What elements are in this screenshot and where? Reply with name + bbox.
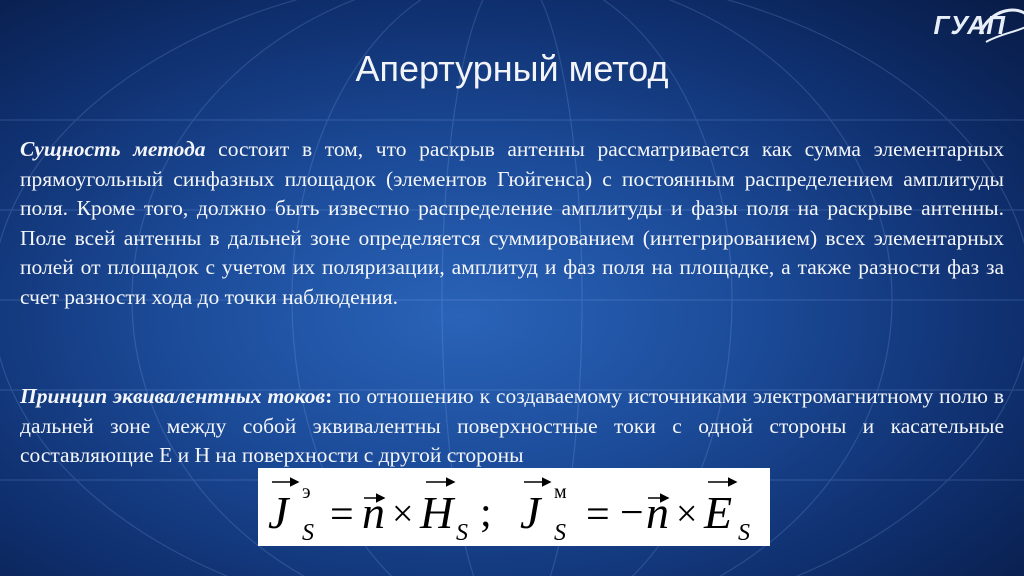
formula-eq1: = [330,492,354,538]
logo-text: ГУАП [933,10,1006,40]
guap-logo [934,10,1006,41]
formula-sub-s3: S [554,520,566,546]
equivalent-currents-colon: : [325,384,333,408]
formula-semicolon: ; [480,490,492,536]
formula-eq2: = [586,492,610,538]
formula-j2: J [520,487,541,538]
formula-n2: n [646,487,669,538]
formula-times1: × [392,493,414,535]
equivalent-currents-paragraph [20,382,1004,471]
formula-h: H [420,487,454,538]
formula-n1: n [362,487,385,538]
formula-sub-s1: S [302,520,314,546]
formula-times2: × [676,493,698,535]
formula-e: E [704,487,733,538]
equivalent-currents-lead: Принцип эквивалентных токов [20,384,326,408]
slide-title: Апертурный метод [355,48,669,89]
formula-sup-e: э [302,481,311,503]
formula-j1: J [268,487,289,538]
method-essence-body: состоит в том, что раскрыв антенны рассматривается как сумма элементарных прямоугольный синфазных площадок (элементов Гюйгенса) с постоянным распределением амплитуды поля. Кроме того, должно быть известно распределение амплитуды и фазы поля на раскрыве антенны. Поле всей антенны в дальней зоне определяется суммированием (интегрированием) всех элементарных полей от площадок с учетом их поляризации, амплитуд и фаз поля на площадке, а также разности фаз за счет разности хода до точки наблюдения. [20,137,1005,309]
formula-sub-s4: S [738,520,750,546]
equivalent-currents-formula [258,468,770,546]
logo-swoosh-icon [976,4,1024,48]
method-essence-paragraph [20,135,1004,312]
formula-sup-m: м [554,481,567,503]
formula-minus: − [620,490,644,536]
formula-svg [258,468,770,546]
equivalent-currents-body: по отношению к создаваемому источниками электромагнитному полю в дальней зоне между собой эквивалентны поверхностные токи с одной стороны и касательные составляющие E и H на поверхности с другой стороны [20,384,1005,467]
method-essence-lead: Сущность метода [20,137,206,161]
formula-sub-s2: S [456,520,468,546]
